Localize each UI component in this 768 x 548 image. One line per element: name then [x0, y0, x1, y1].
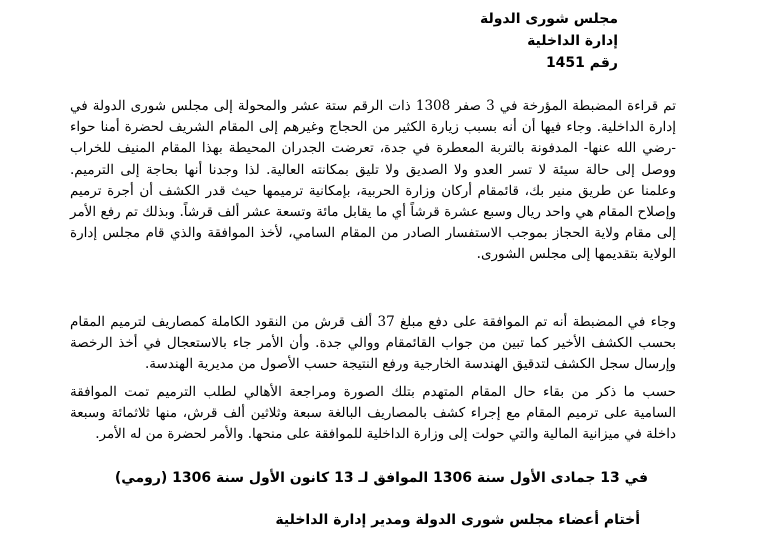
date-line: في 13 جمادى الأول سنة 1306 الموافق لـ 13 كانون الأول سنة 1306 (رومي) [114, 470, 648, 486]
paragraph-1: تم قراءة المضبطة المؤرخة في 3 صفر 1308 ذات الرقم ستة عشر والمحولة إلى مجلس شورى الدولة في إدارة الداخلية. وجاء فيها أن أنه بسبب زيارة الكثير من الحجاج وغيرهم إلى المقام الشريف لحضرة أمنا حواء -رضي الله عنها- المدفونة بالتربة المعطرة في جدة، تعرضت الجدران المحيطة بهذا المقام المنيف للخراب ووصل إلى حالة سيئة لا تسر العدو ولا الصديق ولا تليق بمكانته العالية. لذا وجدنا أنها بحاجة إلى الترميم. وعلمنا عن طريق منير بك، قائمقام أركان وزارة الحربية، بإمكانية ترميمها حيث قدر الكشف أن أجرة ترميم وإصلاح المقام هي واحد ريال وسبع عشرة قرشاً أي ما يقابل مائة وتسعة عشر ألف قرشاً. وبذلك تم رفع الأمر إلى مقام ولاية الحجاز بموجب الاستفسار الصادر من المقام السامي، لأخذ الموافقة والذي قام مجلس إدارة الولاية بتقديمها إلى مجلس الشورى. [70, 98, 676, 263]
document-number: رقم 1451 [545, 55, 618, 71]
council-name: مجلس شورى الدولة [479, 11, 618, 27]
paragraph-3: حسب ما ذكر من بقاء حال المقام المتهدم بتلك الصورة ومراجعة الأهالي لطلب الترميم تمت الموافقة السامية على ترميم المقام مع إجراء كشف بالمصاريف البالغة سبعة وثلاثين ألف قرش، منها ثلاثمائة وسبعة داخلة في ميزانية المالية والتي حولت إلى وزارة الداخلية للموافقة على منحها. والأمر لحضرة من له الأمر. [70, 384, 676, 443]
paragraph-2: وجاء في المضبطة أنه تم الموافقة على دفع مبلغ 37 ألف قرش من النقود الكاملة كمصاريف لترميم المقام بحسب الكشف الأخير كما تبين من جواب القائمقام ووالي جدة. وأن الأمر جاء بالاستعجال في أخذ الرخصة وإرسال سجل الكشف لتدقيق الهندسة الخارجية ورفع النتيجة حسب الأصول من مديرية الهندسة. [70, 314, 676, 373]
seals-line: أختام أعضاء مجلس شورى الدولة ومدير إدارة الداخلية [275, 512, 640, 528]
department-name: إدارة الداخلية [527, 33, 618, 49]
document-header [480, 8, 618, 74]
